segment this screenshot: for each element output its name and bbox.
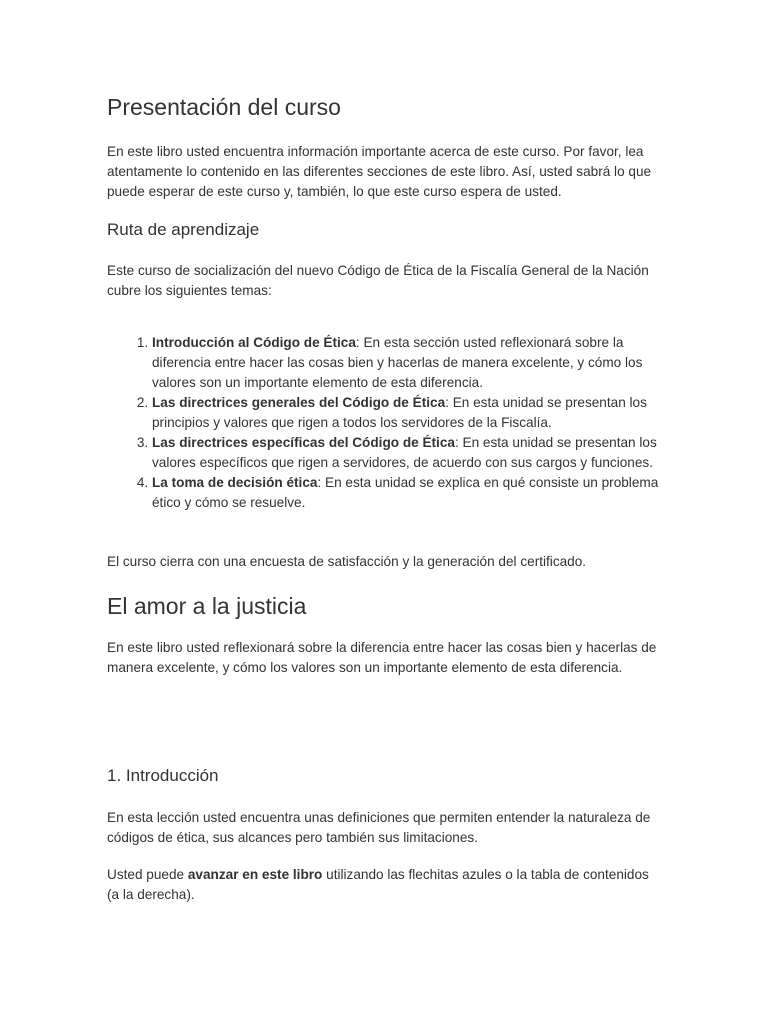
heading-introduccion: 1. Introducción — [107, 766, 219, 785]
list-item — [152, 473, 663, 513]
list-item — [152, 393, 663, 433]
paragraph-lesson: En esta lección usted encuentra unas definiciones que permiten entender la naturaleza de códigos de ética, sus alcances pero también sus limitaciones. — [107, 810, 651, 845]
heading-ruta-aprendizaje: Ruta de aprendizaje — [107, 220, 260, 239]
topic-title: Las directrices generales del Código de Ética — [152, 395, 446, 410]
paragraph-topics-intro: Este curso de socialización del nuevo Código de Ética de la Fiscalía General de la Nación cubre los siguientes temas: — [107, 263, 649, 298]
topics-list — [107, 333, 663, 513]
topic-title: La toma de decisión ética — [152, 475, 318, 490]
topic-text: : En esta sección usted reflexionará sobre la diferencia entre hacer las cosas bien y hacerlas de manera excelente, y cómo los valores son un importante elemento de esta diferencia. — [152, 335, 643, 390]
nav-text-before: Usted puede — [107, 867, 188, 882]
topic-text: : En esta unidad se explica en qué consiste un problema ético y cómo se resuelve. — [152, 475, 659, 510]
paragraph-intro: En este libro usted encuentra información importante acerca de este curso. Por favor, lea atentamente lo contenido en las diferentes secciones de este libro. Así, usted sabrá lo que puede esperar de este curso y, también, lo que este curso espera de usted. — [107, 144, 652, 199]
paragraph-navigation — [107, 865, 663, 905]
topic-title: Las directrices específicas del Código de Ética — [152, 435, 455, 450]
topic-text: : En esta unidad se presentan los principios y valores que rigen a todos los servidores de la Fiscalía. — [152, 395, 647, 430]
heading-presentacion: Presentación del curso — [107, 94, 341, 120]
nav-text-bold: avanzar en este libro — [187, 867, 323, 882]
heading-amor-justicia: El amor a la justicia — [107, 593, 307, 619]
topic-text: : En esta unidad se presentan los valores específicos que rigen a servidores, de acuerdo con sus cargos y funciones. — [152, 435, 657, 470]
paragraph-closing: El curso cierra con una encuesta de satisfacción y la generación del certificado. — [107, 554, 587, 569]
topic-title: Introducción al Código de Ética — [152, 335, 356, 350]
list-item — [152, 333, 663, 393]
list-item — [152, 433, 663, 473]
paragraph-book-intro: En este libro usted reflexionará sobre la diferencia entre hacer las cosas bien y hacerlas de manera excelente, y cómo los valores son un importante elemento de esta diferencia. — [107, 640, 657, 675]
nav-text-after: utilizando las flechitas azules o la tabla de contenidos (a la derecha). — [107, 867, 649, 902]
